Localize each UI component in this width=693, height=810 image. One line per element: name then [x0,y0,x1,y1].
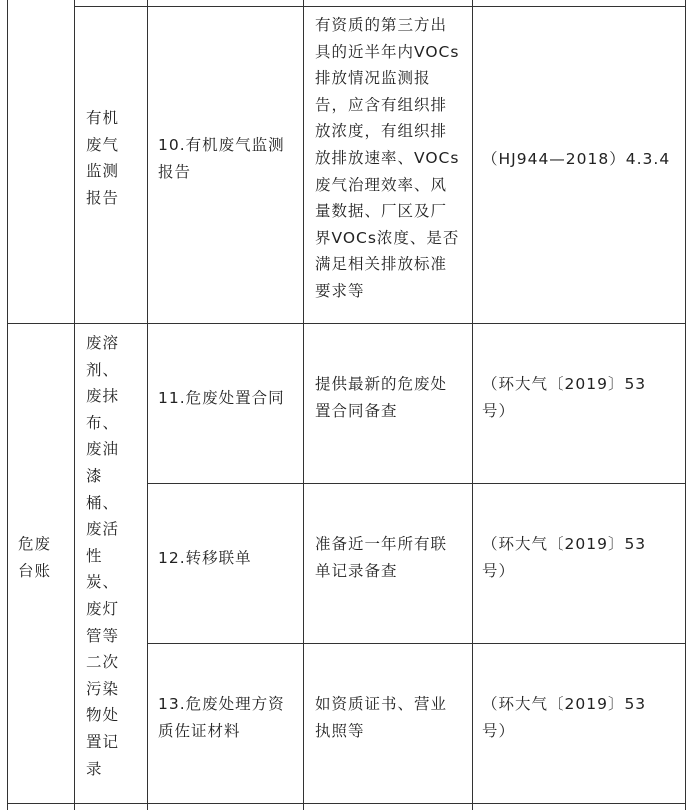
item-cell [18,531,51,584]
cell-text-line: 报告 [158,162,192,181]
requirement-cell [315,12,459,305]
cell-text-line: 质佐证材料 [158,721,241,740]
cell-text-line: 界VOCs浓度、是否 [315,228,460,247]
cell-text-line: 废灯 [86,599,120,618]
cell-text-line: 台账 [18,561,52,580]
cell-text-line: 号） [482,561,516,580]
cell-text-line: 排放情况监测报 [315,69,431,88]
cell-text-line: 单记录备查 [315,561,398,580]
cell-text-line: 告，应含有组织排 [315,95,448,114]
cell-text-line: 炭、 [86,573,120,592]
cell-text-line: 废气治理效率、风 [315,175,448,194]
cell-text-line: 11.危废处置合同 [158,389,285,407]
requirement-cell [315,691,447,744]
cell-text-line: 放浓度，有组织排 [315,122,448,141]
cell-text-line: 满足相关排放标准 [315,255,448,274]
column-divider [303,0,304,810]
basis-cell [482,146,670,173]
cell-text-line: 桶、 [86,493,120,512]
row-divider [7,803,686,804]
basis-cell [482,691,646,744]
cell-text-line: 执照等 [315,721,365,740]
cell-text-line: 号） [482,721,516,740]
cell-text-line: 剂、 [86,360,120,379]
cell-text-line: （环大气〔2019〕53 [482,535,647,553]
row-divider [7,323,686,324]
cell-text-line: 污染 [86,679,120,698]
column-divider [147,0,148,810]
item-name-cell [158,385,285,412]
cell-text-line: 提供最新的危废处 [315,375,448,393]
cell-text-line: 物处 [86,706,120,725]
row-divider [147,483,686,484]
cell-text-line: 管等 [86,626,120,645]
category-cell [86,105,119,211]
item-name-cell [158,691,285,744]
cell-text-line: 准备近一年所有联 [315,535,448,553]
cell-text-line: 二次 [86,653,120,672]
cell-text-line: 录 [86,759,103,778]
cell-text-line: 13.危废处理方资 [158,695,285,713]
requirement-cell [315,371,447,424]
cell-text-line: 有机 [86,109,120,127]
column-divider [472,0,473,810]
cell-text-line: 10.有机废气监测 [158,136,285,154]
cell-text-line: （环大气〔2019〕53 [482,695,647,713]
table-border-right [685,0,686,810]
requirement-cell [315,531,447,584]
row-divider [74,6,686,7]
item-name-cell [158,132,285,185]
cell-text-line: 要求等 [315,281,365,300]
cell-text-line: （HJ944—2018）4.3.4 [482,150,671,168]
cell-text-line: 放排放速率、VOCs [315,148,460,167]
row-divider [147,643,686,644]
cell-text-line: 废油 [86,440,120,459]
cell-text-line: 废气 [86,135,120,154]
cell-text-line: 12.转移联单 [158,549,252,567]
cell-text-line: 具的近半年内VOCs [315,42,460,61]
cell-text-line: 废抹 [86,387,120,406]
cell-text-line: 性 [86,546,103,565]
cell-text-line: 漆 [86,466,103,485]
cell-text-line: 量数据、厂区及厂 [315,202,448,221]
cell-text-line: 号） [482,401,516,420]
cell-text-line: 废溶 [86,334,120,352]
item-name-cell [158,545,252,572]
basis-cell [482,531,646,584]
cell-text-line: 监测 [86,162,120,181]
cell-text-line: 置合同备查 [315,401,398,420]
cell-text-line: 如资质证书、营业 [315,695,448,713]
basis-cell [482,371,646,424]
cell-text-line: 布、 [86,413,120,432]
cell-text-line: 报告 [86,188,120,207]
column-divider [74,0,75,810]
table-border-left [7,0,8,810]
cell-text-line: （环大气〔2019〕53 [482,375,647,393]
cell-text-line: 有资质的第三方出 [315,16,448,34]
category-cell [86,330,119,782]
cell-text-line: 危废 [18,535,52,553]
cell-text-line: 废活 [86,520,120,539]
cell-text-line: 置记 [86,732,120,751]
